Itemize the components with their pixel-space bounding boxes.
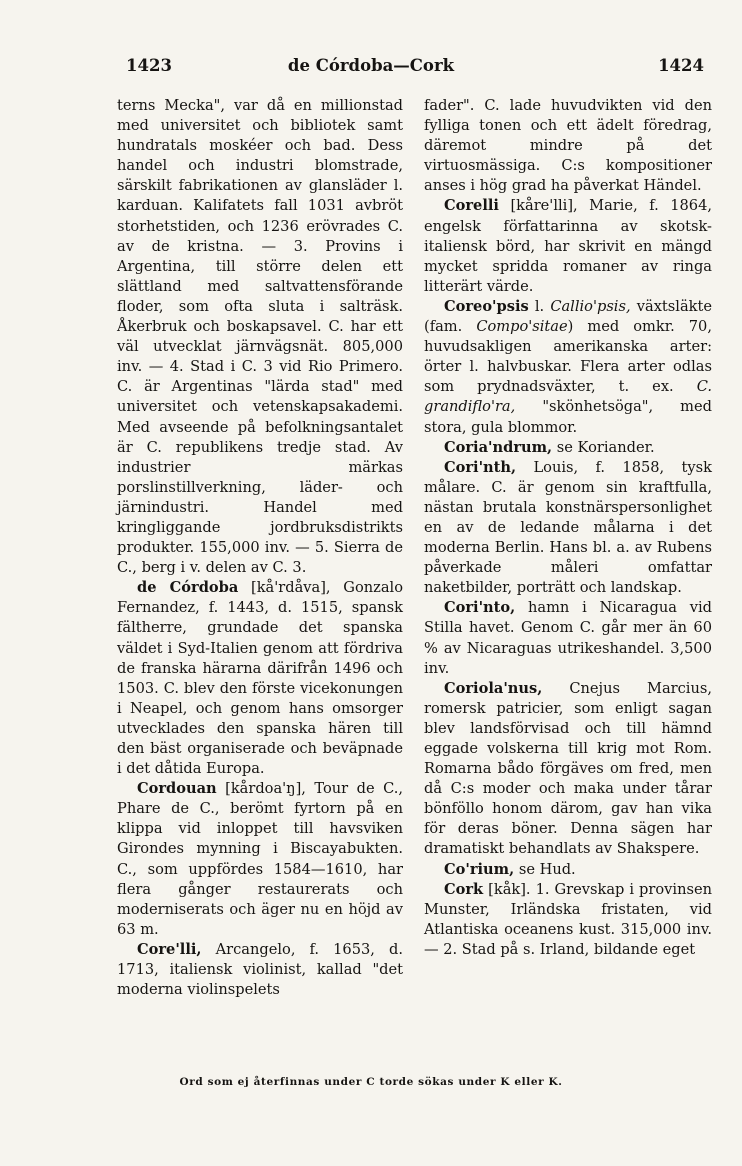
right-column [424,96,712,960]
entry-headword: Cordouan [137,780,217,798]
entry-italic-term: Compo'sitae [476,318,568,336]
entry-coreopsis [424,297,712,438]
entry-headword: Core'lli, [137,940,202,958]
entry-headword: Corelli [444,197,499,215]
entry-corium [424,860,712,880]
entry-text: l. [528,297,551,315]
continued-paragraph: fader". C. lade huvudvikten vid den fylliga tonen och ett ädelt föredrag, däremot mindre på det virtuosmässiga. C:s kompositioner anses i hög grad ha påverkat Händel. [424,97,712,195]
entry-corelli-marie [424,196,712,296]
entry-text: hamn i Nicaragua vid Stilla havet. Genom C. går mer än 60 % av Nicaraguas utrikeshandel. 3,500 inv. [424,599,712,677]
entry-text: [kårdoa'ŋ], Tour de C., Phare de C., berömt fyrtorn på en klippa vid inloppet till havsviken Girondes mynning i Biscayabukten. C., som uppfördes 1584—1610, har flera gånger restaurerats och moderniserats och äger nu en höjd av 63 m. [117,780,403,938]
entry-corinto [424,598,712,678]
entry-italic-term: C. grandiflo'ra, [424,378,712,416]
entry-coriandrum [424,438,712,458]
left-column [117,96,403,1000]
entry-headword: Coriola'nus, [444,679,543,697]
entry-coriolanus [424,679,712,860]
entry-text: se Koriander. [552,438,655,456]
entry-headword: Coria'ndrum, [444,438,553,456]
entry-corinth [424,458,712,599]
entry-headword: de Córdoba [137,579,239,597]
entry-cork [424,880,712,960]
entry-text: Cnejus Marcius, romersk patricier, som enligt sagan blev landsförvisad och till hämnd eggade volskerna till krig mot Rom. Romarna bådo förgäves om fred, men då C:s moder och maka under tårar bönföllo honom därom, gav han vika för deras böner. Denna sägen har dramatiskt behandlats av Shakspere. [424,679,712,858]
entry-text: "skönhetsöga", med stora, gula blommor. [424,398,712,436]
entry-headword: Cori'nto, [444,599,516,617]
entry-italic-term: Callio'psis, [550,297,631,315]
entry-headword: Coreo'psis [444,297,529,315]
entry-text: Louis, f. 1858, tysk målare. C. är genom sin kraftfulla, nästan brutala konstnärspersonlighet en av de ledande målarna i det moderna Berlin. Hans bl. a. av Rubens påverkade måleri omfattar naketbilder, porträtt och landskap. [424,458,712,597]
running-title: de Córdoba—Cork [287,56,455,75]
entry-headword: Cori'nth, [444,458,517,476]
page-footer-note: Ord som ej återfinnas under C torde sökas under K eller K. [179,1076,563,1088]
page-number-right: 1424 [658,56,704,75]
entry-text: se Hud. [514,860,576,878]
entry-text: [kåre'lli], Marie, f. 1864, engelsk författarinna av skotsk-italiensk börd, har skrivit en mängd mycket spridda romaner av ringa litterärt värde. [424,197,712,295]
entry-headword: Co'rium, [444,860,515,878]
page-header [0,56,742,86]
entry-de-cordoba [117,578,403,779]
entry-text: växtsläkte (fam. [424,297,712,336]
entry-corelli-arcangelo [117,940,403,1000]
entry-text: [kåk]. 1. Grevskap i provinsen Munster, Irländska fristaten, vid Atlantiska oceanens kust. 315,000 inv. — 2. Stad på s. Irland, bildande eget [424,880,712,958]
entry-text: [kå'rdåva], Gonzalo Fernandez, f. 1443, d. 1515, spansk fältherre, grundade det spanska väldet i Syd-Italien genom att fördriva de franska härarna därifrån 1496 och 1503. C. blev den förste vicekonungen i Neapel, och genom hans omsorger utvecklades den spanska hären till den bäst organiserade och beväpnade i det dåtida Europa. [117,579,403,778]
continued-paragraph: terns Mecka", var då en millionstad med universitet och bibliotek samt hundratals moskéer och bad. Dess handel och industri blomstrade, särskilt fabrikationen av glansläder l. karduan. Kalifatets fall 1031 avbröt storhetstiden, och 1236 erövrades C. av de kristna. — 3. Provins i Argentina, till större delen ett slättland med saltvattensförande floder, som ofta sluta i salträsk. Åkerbruk och boskapsavel. C. har ett väl utvecklat järnvägsnät. 805,000 inv. — 4. Stad i C. 3 vid Rio Primero. C. är Argentinas "lärda stad" med universitet och vetenskapsakademi. Med avseende på befolkningsantalet är C. republikens tredje stad. Av industrier märkas porslinstillverkning, läder- och järnindustri. Handel med kringliggande jordbruksdistrikts produkter. 155,000 inv. — 5. Sierra de C., berg i v. delen av C. 3. [117,97,403,577]
entry-headword: Cork [444,880,484,898]
entry-text: Arcangelo, f. 1653, d. 1713, italiensk violinist, kallad "det moderna violinspelets [117,940,403,999]
entry-text: ) med omkr. 70, huvudsakligen amerikanska arter: örter l. halvbuskar. Flera arter odlas som prydnadsväxter, t. ex. [424,318,712,396]
entry-cordouan [117,779,403,940]
page-number-left: 1423 [126,56,172,75]
